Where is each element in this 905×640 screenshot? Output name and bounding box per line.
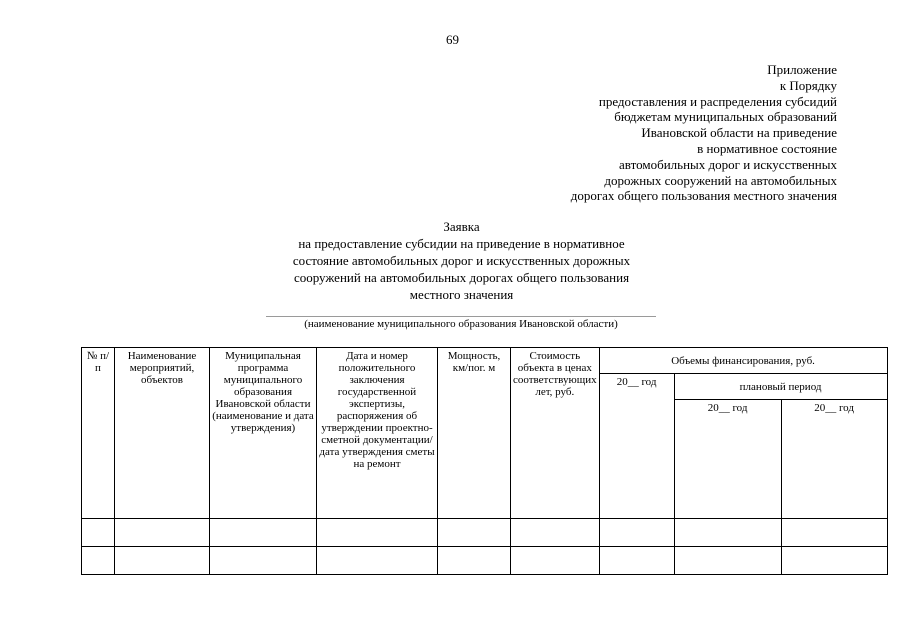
appendix-line: в нормативное состояние bbox=[697, 140, 837, 156]
page-number: 69 bbox=[446, 32, 459, 47]
title-line: на предоставление субсидии на приведение в нормативное bbox=[298, 236, 625, 251]
appendix-line: Приложение bbox=[767, 62, 837, 77]
org-name-line bbox=[266, 316, 656, 317]
header-year-current: 20__ год bbox=[599, 374, 674, 519]
header-expertise: Дата и номер положительного заключения государственной экспертизы, распоряжения об утверждении проектно-сметной документации/дата утверждения сметы на ремонт bbox=[317, 348, 438, 519]
header-financing: Объемы финансирования, руб. bbox=[599, 348, 887, 374]
title-line: сооружений на автомобильных дорогах общего пользования bbox=[293, 270, 630, 285]
application-table bbox=[81, 347, 888, 575]
table-row bbox=[82, 519, 888, 547]
header-year-plan-2: 20__ год bbox=[781, 400, 887, 519]
title-line: местного значения bbox=[409, 287, 514, 302]
title-line: состояние автомобильных дорог и искусственных дорожных bbox=[292, 253, 631, 268]
header-num: № п/п bbox=[82, 348, 115, 519]
header-year-plan-1: 20__ год bbox=[674, 400, 781, 519]
appendix-line: дорожных сооружений на автомобильных bbox=[604, 172, 837, 188]
header-capacity: Мощность, км/пог. м bbox=[438, 348, 511, 519]
header-cost: Стоимость объекта в ценах соответствующих лет, руб. bbox=[511, 348, 600, 519]
appendix-line: дорогах общего пользования местного значения bbox=[570, 188, 837, 204]
header-name: Наименование мероприятий, объектов bbox=[115, 348, 210, 519]
appendix-line: к Порядку bbox=[779, 77, 837, 93]
document-title bbox=[0, 218, 905, 303]
header-program: Муниципальная программа муниципального образования Ивановской области (наименование и дата утверждения) bbox=[210, 348, 317, 519]
appendix-line: предоставления и распределения субсидий bbox=[598, 93, 837, 109]
header-planned-period: плановый период bbox=[674, 374, 887, 400]
title-heading: Заявка bbox=[443, 219, 480, 234]
appendix-line: автомобильных дорог и искусственных bbox=[619, 156, 837, 172]
appendix-line: Ивановской области на приведение bbox=[641, 125, 837, 141]
appendix-line: бюджетам муниципальных образований bbox=[614, 109, 837, 125]
table-row bbox=[82, 547, 888, 575]
org-name-caption: (наименование муниципального образования Ивановской области) bbox=[304, 318, 618, 330]
appendix-block bbox=[571, 62, 837, 204]
